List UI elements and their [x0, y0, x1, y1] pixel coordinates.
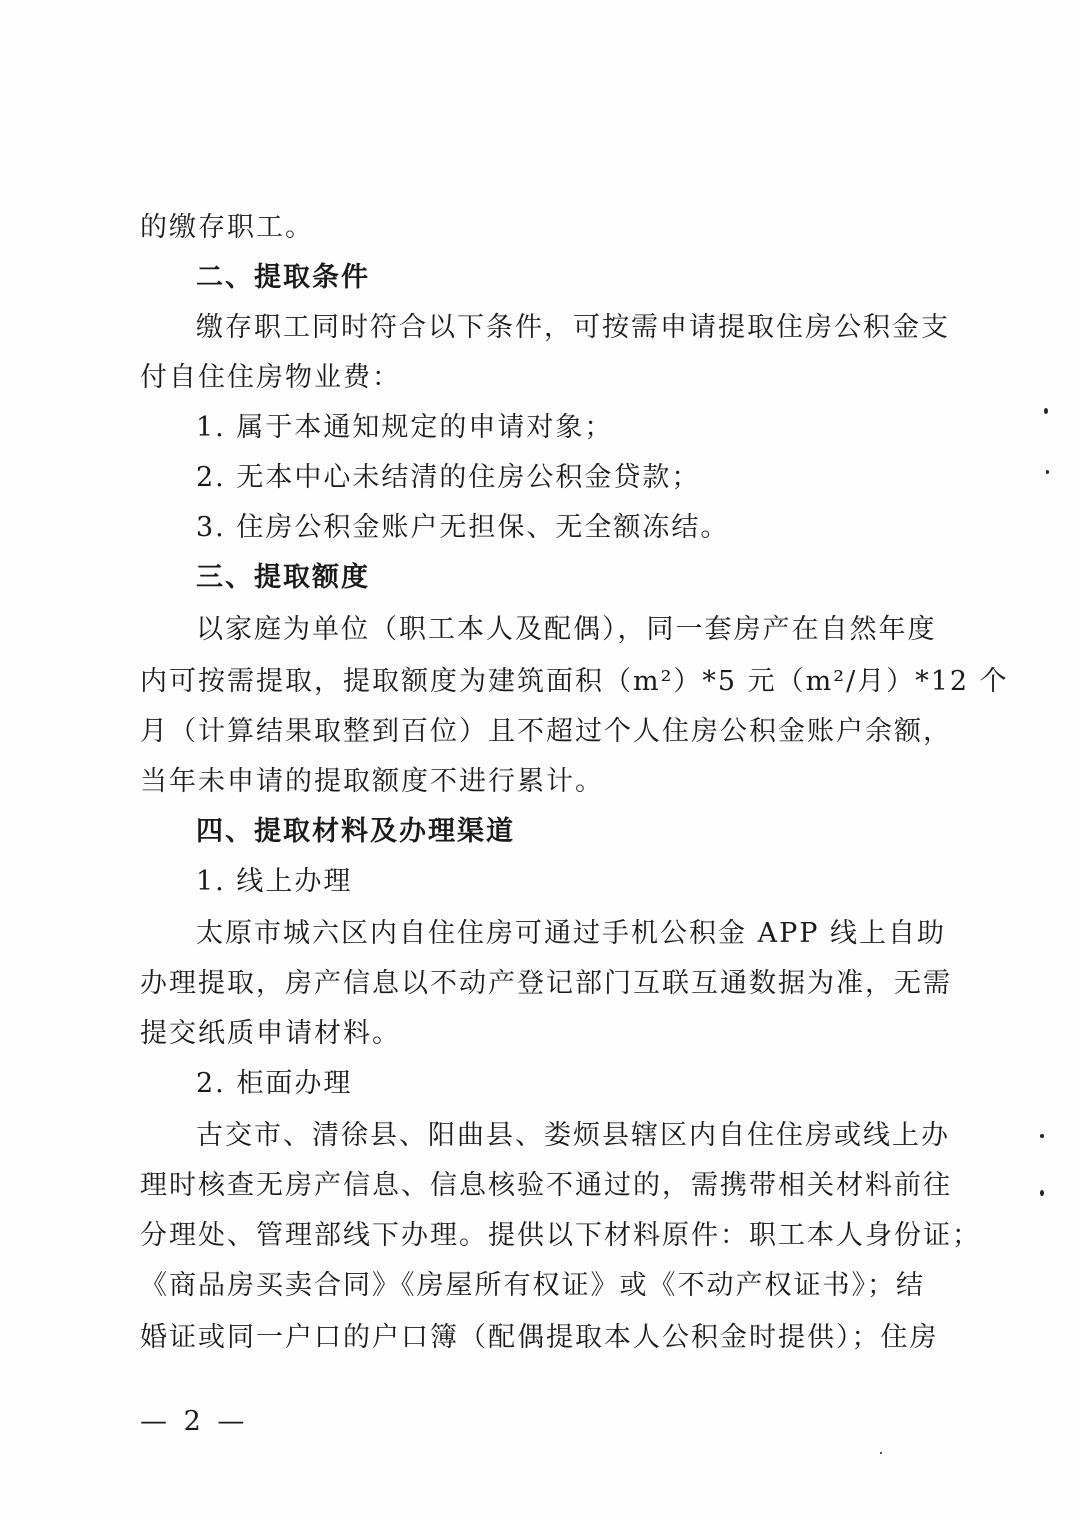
- section-heading: 三、提取额度: [196, 562, 370, 593]
- text-line: 的缴存职工。: [140, 212, 314, 243]
- list-item: 2. 无本中心未结清的住房公积金贷款；: [196, 462, 701, 493]
- text-line: 内可按需提取，提取额度为建筑面积（m²）*5 元（m²/月）*12 个: [140, 666, 1009, 697]
- list-item: 3. 住房公积金账户无担保、无全额冻结。: [196, 512, 730, 543]
- text-line: 《商品房买卖合同》《房屋所有权证》或《不动产权证书》；结: [140, 1270, 925, 1301]
- scan-speck: [1040, 1190, 1044, 1196]
- scan-speck: [1040, 1134, 1044, 1138]
- text-line: 以家庭为单位（职工本人及配偶），同一套房产在自然年度: [196, 614, 937, 645]
- text-line: 理时核查无房产信息、信息核验不通过的，需携带相关材料前往: [140, 1170, 952, 1201]
- subsection-heading: 1. 线上办理: [196, 866, 353, 897]
- text-line: 办理提取，房产信息以不动产登记部门互联互通数据为准，无需: [140, 968, 952, 999]
- scan-speck: [1044, 408, 1048, 414]
- scan-speck: [1046, 470, 1049, 474]
- scan-speck: [880, 1452, 882, 1454]
- section-heading: 二、提取条件: [196, 262, 370, 293]
- text-line: 提交纸质申请材料。: [140, 1018, 401, 1049]
- page-number: — 2 —: [140, 1406, 249, 1437]
- subsection-heading: 2. 柜面办理: [196, 1068, 353, 1099]
- text-line: 月（计算结果取整到百位）且不超过个人住房公积金账户余额，: [140, 716, 952, 747]
- text-line: 付自住住房物业费：: [140, 362, 401, 393]
- list-item: 1. 属于本通知规定的申请对象；: [196, 412, 614, 443]
- text-line: 分理处、管理部线下办理。提供以下材料原件：职工本人身份证；: [140, 1220, 981, 1251]
- section-heading: 四、提取材料及办理渠道: [196, 816, 515, 847]
- text-line: 婚证或同一户口的户口簿（配偶提取本人公积金时提供）；住房: [140, 1322, 939, 1353]
- text-line: 当年未申请的提取额度不进行累计。: [140, 766, 604, 797]
- text-line: 古交市、清徐县、阳曲县、娄烦县辖区内自住住房或线上办: [196, 1120, 950, 1151]
- text-line: 缴存职工同时符合以下条件，可按需申请提取住房公积金支: [196, 312, 950, 343]
- text-line: 太原市城六区内自住住房可通过手机公积金 APP 线上自助: [196, 918, 946, 949]
